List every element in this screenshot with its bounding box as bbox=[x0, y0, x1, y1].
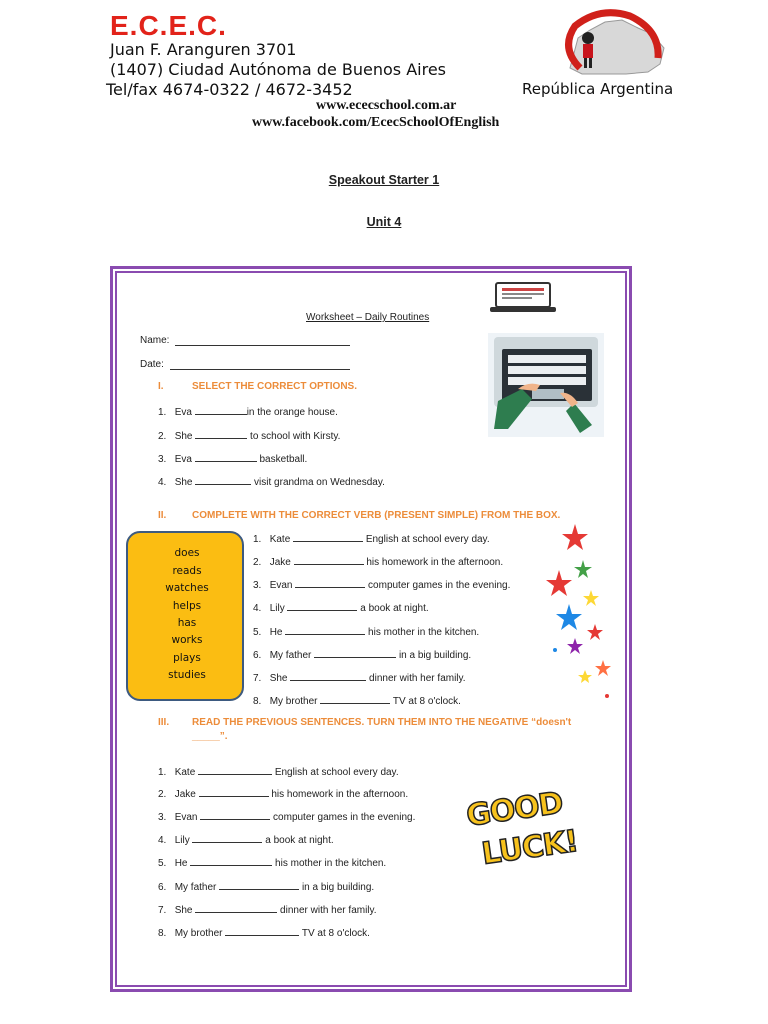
s3-blank-4[interactable] bbox=[192, 833, 262, 843]
address-line: Juan F. Aranguren 3701 bbox=[110, 40, 297, 59]
section2-number: II. bbox=[158, 510, 167, 521]
s2-blank-6[interactable] bbox=[314, 648, 396, 658]
word-box-item: plays bbox=[173, 652, 201, 664]
s2-item-5: 5. He his mother in the kitchen. bbox=[253, 627, 480, 638]
good-luck-word-1: GOOD bbox=[464, 785, 565, 834]
s1-blank-4[interactable] bbox=[195, 475, 251, 485]
s2-item-7: 7. She dinner with her family. bbox=[253, 673, 466, 684]
s3-item-4: 4. Lily a book at night. bbox=[158, 835, 334, 846]
s3-blank-5[interactable] bbox=[190, 856, 272, 866]
laptop-thumbnail bbox=[490, 281, 556, 313]
worksheet-title: Worksheet – Daily Routines bbox=[306, 312, 430, 323]
s1-blank-2[interactable] bbox=[195, 429, 247, 439]
name-field[interactable] bbox=[175, 345, 350, 346]
s2-blank-2[interactable] bbox=[294, 555, 364, 565]
word-box-item: reads bbox=[172, 565, 202, 577]
s2-blank-5[interactable] bbox=[285, 625, 365, 635]
section3-number: III. bbox=[158, 717, 170, 728]
s3-item-5: 5. He his mother in the kitchen. bbox=[158, 858, 387, 869]
word-box-item: studies bbox=[168, 669, 206, 681]
word-box-item: watches bbox=[165, 582, 209, 594]
section1-heading: SELECT THE CORRECT OPTIONS. bbox=[192, 381, 358, 392]
date-label: Date: bbox=[140, 359, 164, 370]
s3-item-3: 3. Evan computer games in the evening. bbox=[158, 812, 416, 823]
s2-blank-8[interactable] bbox=[320, 694, 390, 704]
section2-heading: COMPLETE WITH THE CORRECT VERB (PRESENT SIMPLE) FROM THE BOX. bbox=[192, 510, 561, 521]
s2-item-4: 4. Lily a book at night. bbox=[253, 603, 429, 614]
s2-item-2: 2. Jake his homework in the afternoon. bbox=[253, 557, 504, 568]
word-box-item: works bbox=[171, 634, 203, 646]
word-box bbox=[126, 531, 244, 701]
s1-item-4: 4. She visit grandma on Wednesday. bbox=[158, 477, 385, 488]
section3-heading: READ THE PREVIOUS SENTENCES. TURN THEM INTO THE NEGATIVE “doesn't bbox=[192, 717, 572, 728]
facebook-text: www.facebook.com/EcecSchoolOfEnglish bbox=[252, 115, 500, 130]
s3-blank-6[interactable] bbox=[219, 880, 299, 890]
s2-item-6: 6. My father in a big building. bbox=[253, 650, 472, 661]
s3-item-8: 8. My brother TV at 8 o'clock. bbox=[158, 928, 370, 939]
s2-item-1: 1. Kate English at school every day. bbox=[253, 534, 490, 545]
stars-decoration bbox=[545, 520, 615, 710]
good-luck-sticker bbox=[456, 777, 609, 896]
s2-blank-3[interactable] bbox=[295, 578, 365, 588]
s2-item-3: 3. Evan computer games in the evening. bbox=[253, 580, 511, 591]
country-text: República Argentina bbox=[522, 80, 674, 98]
s3-blank-1[interactable] bbox=[198, 765, 272, 775]
section1-number: I. bbox=[158, 381, 164, 392]
section3-heading-cont: _____”. bbox=[192, 731, 228, 742]
name-label: Name: bbox=[140, 335, 170, 346]
word-box-item: has bbox=[177, 617, 197, 629]
s2-blank-7[interactable] bbox=[290, 671, 366, 681]
laptop-typing-image bbox=[488, 333, 604, 437]
s1-blank-3[interactable] bbox=[195, 452, 257, 462]
s3-blank-8[interactable] bbox=[225, 926, 299, 936]
s2-blank-1[interactable] bbox=[293, 532, 363, 542]
s1-item-2: 2. She to school with Kirsty. bbox=[158, 431, 341, 442]
unit-title: Unit 4 bbox=[366, 215, 402, 229]
word-box-item: helps bbox=[172, 600, 202, 612]
s3-blank-7[interactable] bbox=[195, 903, 277, 913]
good-luck-word-2: LUCK! bbox=[479, 823, 580, 872]
s1-blank-1[interactable] bbox=[195, 405, 247, 415]
school-name: E.C.E.C. bbox=[110, 10, 227, 41]
s1-item-1: 1. Eva in the orange house. bbox=[158, 407, 338, 418]
s3-item-2: 2. Jake his homework in the afternoon. bbox=[158, 789, 409, 800]
course-title: Speakout Starter 1 bbox=[328, 173, 440, 187]
s1-item-3: 3. Eva basketball. bbox=[158, 454, 308, 465]
s3-blank-2[interactable] bbox=[199, 787, 269, 797]
s3-item-7: 7. She dinner with her family. bbox=[158, 905, 377, 916]
s2-blank-4[interactable] bbox=[287, 601, 357, 611]
s3-item-1: 1. Kate English at school every day. bbox=[158, 767, 399, 778]
date-field[interactable] bbox=[170, 369, 350, 370]
school-crest-logo bbox=[530, 8, 680, 80]
s3-blank-3[interactable] bbox=[200, 810, 270, 820]
word-box-item: does bbox=[174, 547, 200, 559]
s2-item-8: 8. My brother TV at 8 o'clock. bbox=[253, 696, 461, 707]
s3-item-6: 6. My father in a big building. bbox=[158, 882, 375, 893]
city-line: (1407) Ciudad Autónoma de Buenos Aires bbox=[110, 60, 446, 79]
website-text: www.ececschool.com.ar bbox=[316, 98, 457, 113]
phone-line: Tel/fax 4674-0322 / 4672-3452 bbox=[106, 80, 353, 99]
